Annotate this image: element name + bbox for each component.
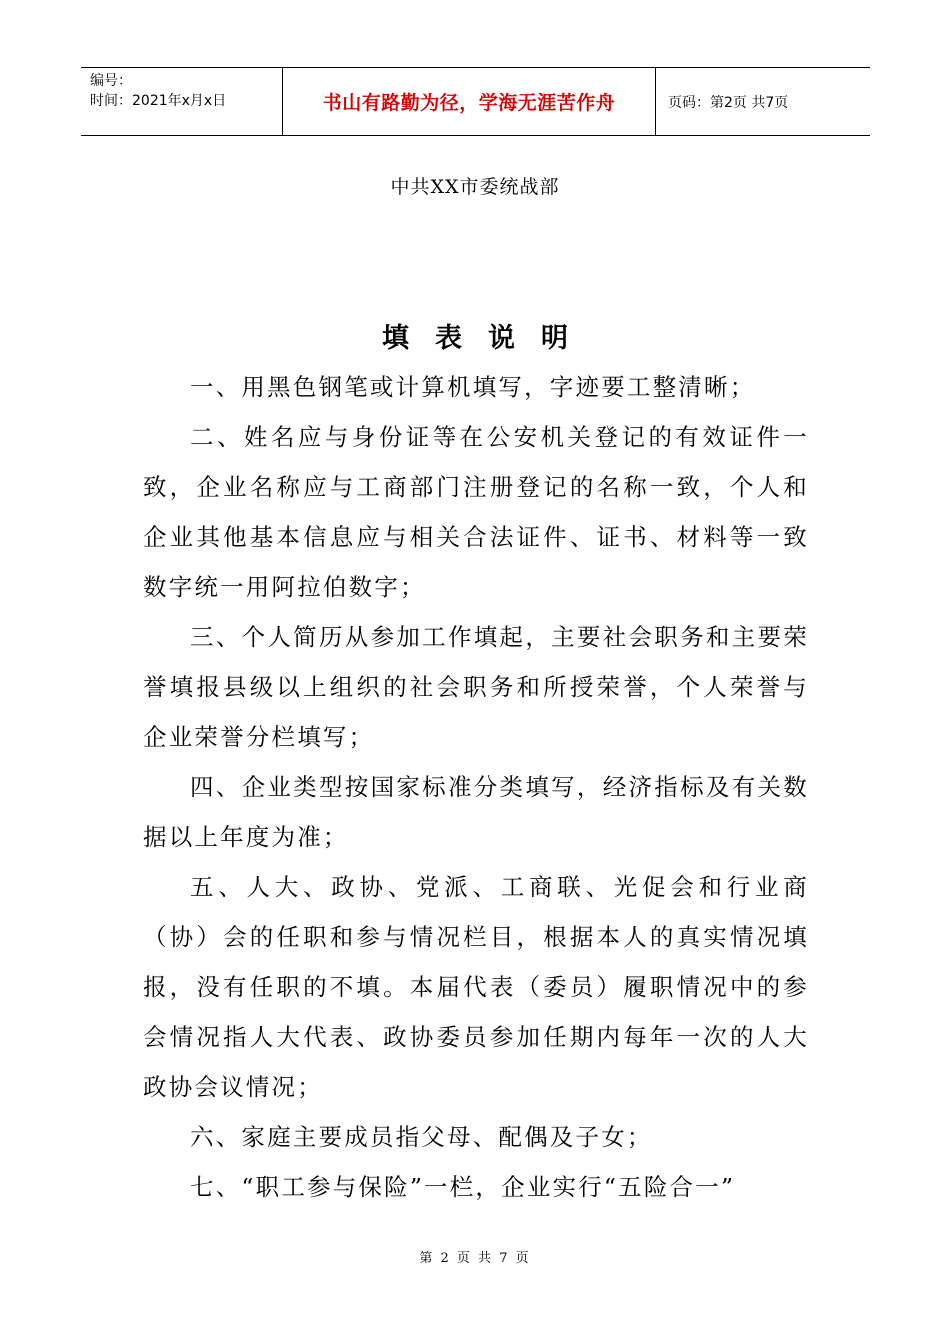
instruction-paragraph-7: 七、“职工参与保险”一栏，企业实行“五险合一” (190, 1173, 736, 1201)
document-number-label: 编号： (90, 73, 132, 89)
document-date-label: 时间：2021年x月x日 (90, 93, 227, 109)
instruction-paragraph-5: 五、人大、政协、党派、工商联、光促会和行业商（协）会的任职和参与情况栏目，根据本人的真实情况填报，没有任职的不填。本届代表（委员）履职情况中的参会情况指人大代表、政协委员参加任期内每年一次的人大政协会议情况； (143, 873, 809, 1101)
motto-text: 书山有路勤为径，学海无涯苦作舟 (322, 92, 616, 114)
instruction-paragraph-6: 六、家庭主要成员指父母、配偶及子女； (190, 1123, 653, 1151)
header-page-cell (656, 68, 870, 135)
instruction-paragraph-1: 一、用黑色钢笔或计算机填写，字迹要工整清晰； (190, 373, 756, 401)
instruction-paragraph-4: 四、企业类型按国家标准分类填写，经济指标及有关数据以上年度为准； (143, 773, 809, 851)
document-header (81, 67, 870, 136)
document-title: 填表说明 (382, 323, 594, 354)
header-motto-cell (283, 68, 656, 135)
page-footer: 第 2 页 共 7 页 (419, 1251, 531, 1266)
organization-name: 中共XX市委统战部 (390, 176, 560, 198)
instruction-paragraph-3: 三、个人简历从参加工作填起，主要社会职务和主要荣誉填报县级以上组织的社会职务和所授荣誉，个人荣誉与企业荣誉分栏填写； (143, 623, 809, 751)
instruction-paragraph-2: 二、姓名应与身份证等在公安机关登记的有效证件一致，企业名称应与工商部门注册登记的名称一致，个人和企业其他基本信息应与相关合法证件、证书、材料等一致数字统一用阿拉伯数字； (143, 423, 809, 601)
header-page-info: 页码：第2页 共7页 (668, 94, 789, 111)
instructions-body (143, 362, 809, 1212)
header-meta-cell (81, 68, 283, 135)
